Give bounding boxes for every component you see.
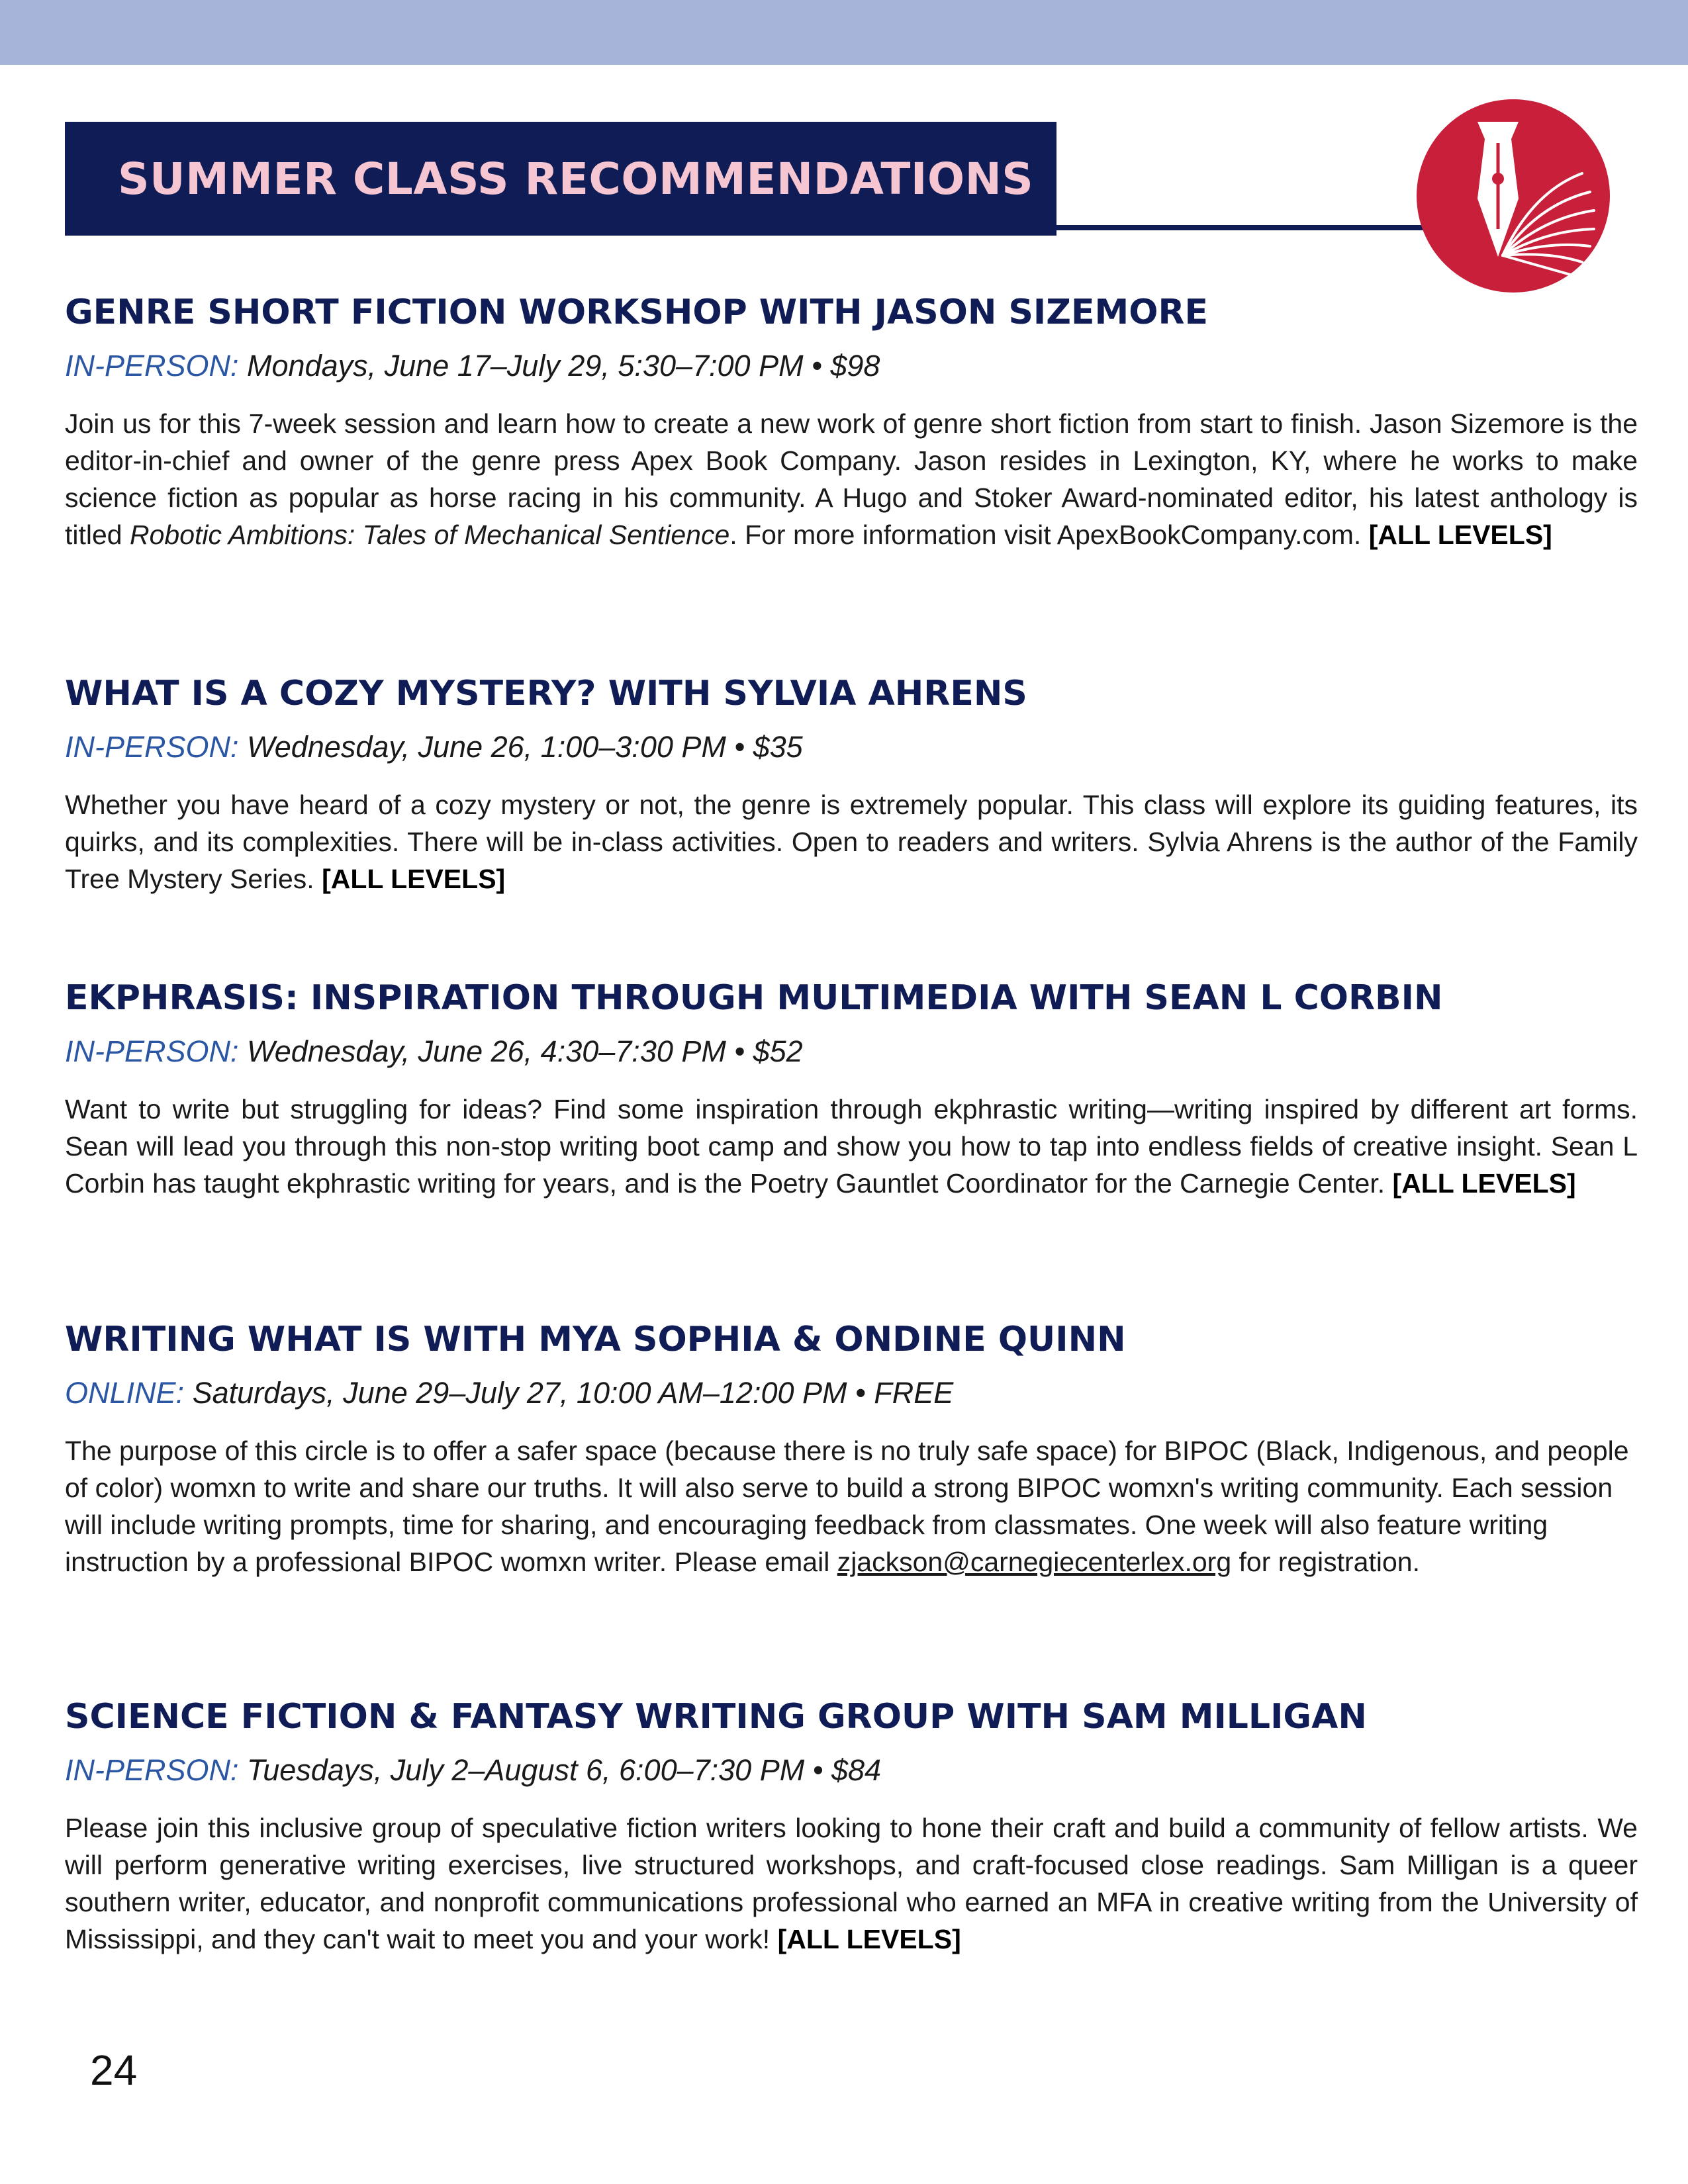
- class-entry: [65, 289, 1638, 553]
- title-underline-rule: [1056, 225, 1454, 230]
- class-title: SCIENCE FICTION & FANTASY WRITING GROUP WITH SAM MILLIGAN: [65, 1697, 1367, 1737]
- description-text: Whether you have heard of a cozy mystery or not, the genre is extremely popular. This class will explore its guiding features, its quirks, and its complexities. There will be in-class activities. Open to readers and writers. Sylvia Ahrens is the author of the Family Tree Mystery Series.: [65, 790, 1638, 894]
- class-description: [65, 786, 1638, 897]
- description-text: Want to write but struggling for ideas? Find some inspiration through ekphrastic writing—writing inspired by different art forms. Sean will lead you through this non-stop writing boot camp and show you how to tap into endless fields of creative insight. Sean L Corbin has taught ekphrastic writing for years, and is the Poetry Gauntlet Coordinator for the Carnegie Center.: [65, 1094, 1638, 1199]
- class-description: [65, 1432, 1638, 1580]
- class-schedule: [65, 345, 1638, 387]
- class-description: [65, 1091, 1638, 1202]
- class-entry: [65, 1693, 1638, 1958]
- level-tag: [ALL LEVELS]: [777, 1924, 961, 1954]
- page-title: SUMMER CLASS RECOMMENDATIONS: [118, 153, 1034, 205]
- class-schedule: [65, 727, 1638, 768]
- class-entry: [65, 974, 1638, 1202]
- anthology-title: Robotic Ambitions: Tales of Mechanical Sentience: [130, 520, 730, 550]
- class-mode: IN-PERSON:: [65, 730, 239, 764]
- class-entry: [65, 1316, 1638, 1580]
- class-schedule: [65, 1031, 1638, 1072]
- title-banner: [65, 122, 1056, 236]
- description-text: . For more information visit ApexBookCompany.com.: [729, 520, 1369, 550]
- page-number: 24: [90, 2046, 138, 2094]
- class-schedule: [65, 1373, 1638, 1414]
- level-tag: [ALL LEVELS]: [1392, 1168, 1576, 1199]
- class-title: WRITING WHAT IS WITH MYA SOPHIA & ONDINE QUINN: [65, 1320, 1126, 1359]
- class-mode: IN-PERSON:: [65, 1753, 239, 1787]
- class-time-price: Mondays, June 17–July 29, 5:30–7:00 PM • $98: [247, 349, 880, 383]
- pen-nib-book-icon: [1417, 99, 1610, 293]
- description-text: Please join this inclusive group of speculative fiction writers looking to hone their craft and build a community of fellow artists. We will perform generative writing exercises, live structured workshops, and craft-focused close readings. Sam Milligan is a queer southern writer, educator, and nonprofit communications professional who earned an MFA in creative writing from the University of Mississippi, and they can't wait to meet you and your work!: [65, 1813, 1638, 1954]
- top-color-band: [0, 0, 1688, 65]
- class-time-price: Wednesday, June 26, 4:30–7:30 PM • $52: [247, 1034, 803, 1068]
- class-mode: IN-PERSON:: [65, 1034, 239, 1068]
- class-mode: IN-PERSON:: [65, 349, 239, 383]
- description-text: The purpose of this circle is to offer a safer space (because there is no truly safe space) for BIPOC (Black, Indigenous, and people of color) womxn to write and share our truths. It will also serve to build a strong BIPOC womxn's writing community. Each session will include writing prompts, time for sharing, and encouraging feedback from classmates. One week will also feature writing instruction by a professional BIPOC womxn writer. Please email: [65, 1435, 1629, 1577]
- class-schedule: [65, 1750, 1638, 1791]
- class-title: GENRE SHORT FICTION WORKSHOP WITH JASON SIZEMORE: [65, 293, 1209, 332]
- level-tag: [ALL LEVELS]: [1368, 520, 1552, 550]
- class-time-price: Wednesday, June 26, 1:00–3:00 PM • $35: [247, 730, 803, 764]
- class-time-price: Tuesdays, July 2–August 6, 6:00–7:30 PM • $84: [247, 1753, 882, 1787]
- class-entry: [65, 670, 1638, 897]
- class-description: [65, 1809, 1638, 1958]
- description-text: Join us for this 7-week session and learn how to create a new work of genre short fiction from start to finish. Jason Sizemore is the editor-in-chief and owner of the genre press Apex Book Company. Jason resides in Lexington, KY, where he works to make science fiction as popular as horse racing in his community. A Hugo and Stoker Award-nominated editor, his latest anthology is titled: [65, 408, 1638, 550]
- class-title: WHAT IS A COZY MYSTERY? WITH SYLVIA AHRENS: [65, 674, 1027, 713]
- email-link[interactable]: zjackson@carnegiecenterlex.org: [837, 1547, 1232, 1577]
- class-title: EKPHRASIS: INSPIRATION THROUGH MULTIMEDIA WITH SEAN L CORBIN: [65, 978, 1443, 1018]
- class-description: [65, 405, 1638, 553]
- class-mode: ONLINE:: [65, 1376, 185, 1410]
- level-tag: [ALL LEVELS]: [322, 864, 506, 894]
- class-time-price: Saturdays, June 29–July 27, 10:00 AM–12:00 PM • FREE: [192, 1376, 954, 1410]
- description-text: for registration.: [1231, 1547, 1420, 1577]
